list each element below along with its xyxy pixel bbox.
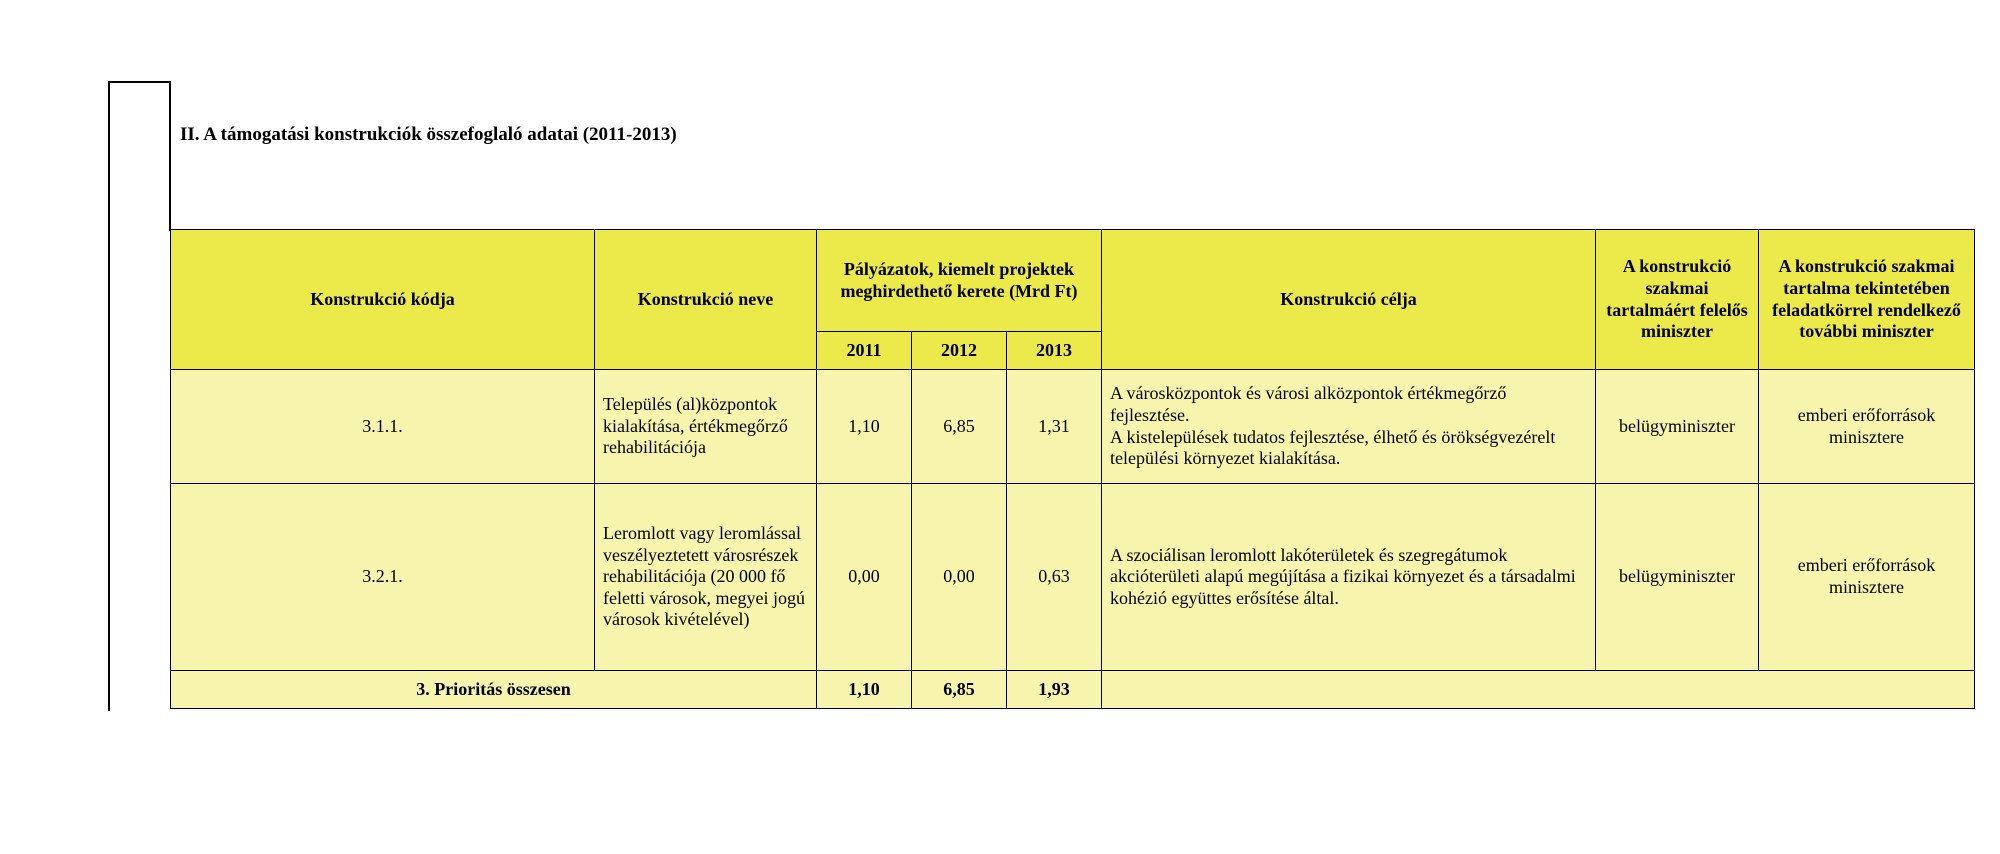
- row-value-2011: 1,10: [817, 370, 912, 484]
- row-value-2013: 0,63: [1007, 484, 1102, 671]
- header-name: Konstrukció neve: [595, 230, 817, 370]
- row-goal: A városközpontok és városi alközpontok értékmegőrző fejlesztése. A kistelepülések tudatos fejlesztése, élhető és örökségvezérelt települési környezet kialakítása.: [1102, 370, 1596, 484]
- row-value-2011: 0,00: [817, 484, 912, 671]
- row-minister: belügyminiszter: [1596, 484, 1759, 671]
- construction-summary-table: [170, 229, 1975, 709]
- row-value-2013: 1,31: [1007, 370, 1102, 484]
- header-minister: A konstrukció szakmai tartalmáért felelős miniszter: [1596, 230, 1759, 370]
- row-name: Leromlott vagy leromlással veszélyeztetett városrészek rehabilitációja (20 000 fő feletti városok, megyei jogú városok kivételével): [595, 484, 817, 671]
- table-row: [171, 370, 1975, 484]
- total-label: 3. Prioritás összesen: [171, 671, 817, 709]
- row-name: Település (al)központok kialakítása, értékmegőrző rehabilitációja: [595, 370, 817, 484]
- header-year-2012: 2012: [912, 332, 1007, 370]
- header-goal: Konstrukció célja: [1102, 230, 1596, 370]
- total-row: [171, 671, 1975, 709]
- total-empty-cell: [1102, 671, 1975, 709]
- row-code: 3.2.1.: [171, 484, 595, 671]
- header-row: [171, 230, 1975, 332]
- row-goal: A szociálisan leromlott lakóterületek és szegregátumok akcióterületi alapú megújítása a fizikai környezet és a társadalmi kohézió együttes erősítése által.: [1102, 484, 1596, 671]
- header-year-2011: 2011: [817, 332, 912, 370]
- total-value-2012: 6,85: [912, 671, 1007, 709]
- row-other-minister: emberi erőforrások minisztere: [1759, 370, 1975, 484]
- section-title: II. A támogatási konstrukciók összefoglaló adatai (2011-2013): [180, 124, 677, 145]
- row-minister: belügyminiszter: [1596, 370, 1759, 484]
- row-code: 3.1.1.: [171, 370, 595, 484]
- header-budget: Pályázatok, kiemelt projektek meghirdethető kerete (Mrd Ft): [817, 230, 1102, 332]
- header-code: Konstrukció kódja: [171, 230, 595, 370]
- row-value-2012: 0,00: [912, 484, 1007, 671]
- header-other-minister: A konstrukció szakmai tartalma tekintetében feladatkörrel rendelkező további miniszter: [1759, 230, 1975, 370]
- total-value-2013: 1,93: [1007, 671, 1102, 709]
- row-other-minister: emberi erőforrások minisztere: [1759, 484, 1975, 671]
- row-value-2012: 6,85: [912, 370, 1007, 484]
- page-margin-bracket: [108, 81, 170, 711]
- header-year-2013: 2013: [1007, 332, 1102, 370]
- page-margin-line: [169, 81, 171, 231]
- table-row: [171, 484, 1975, 671]
- total-value-2011: 1,10: [817, 671, 912, 709]
